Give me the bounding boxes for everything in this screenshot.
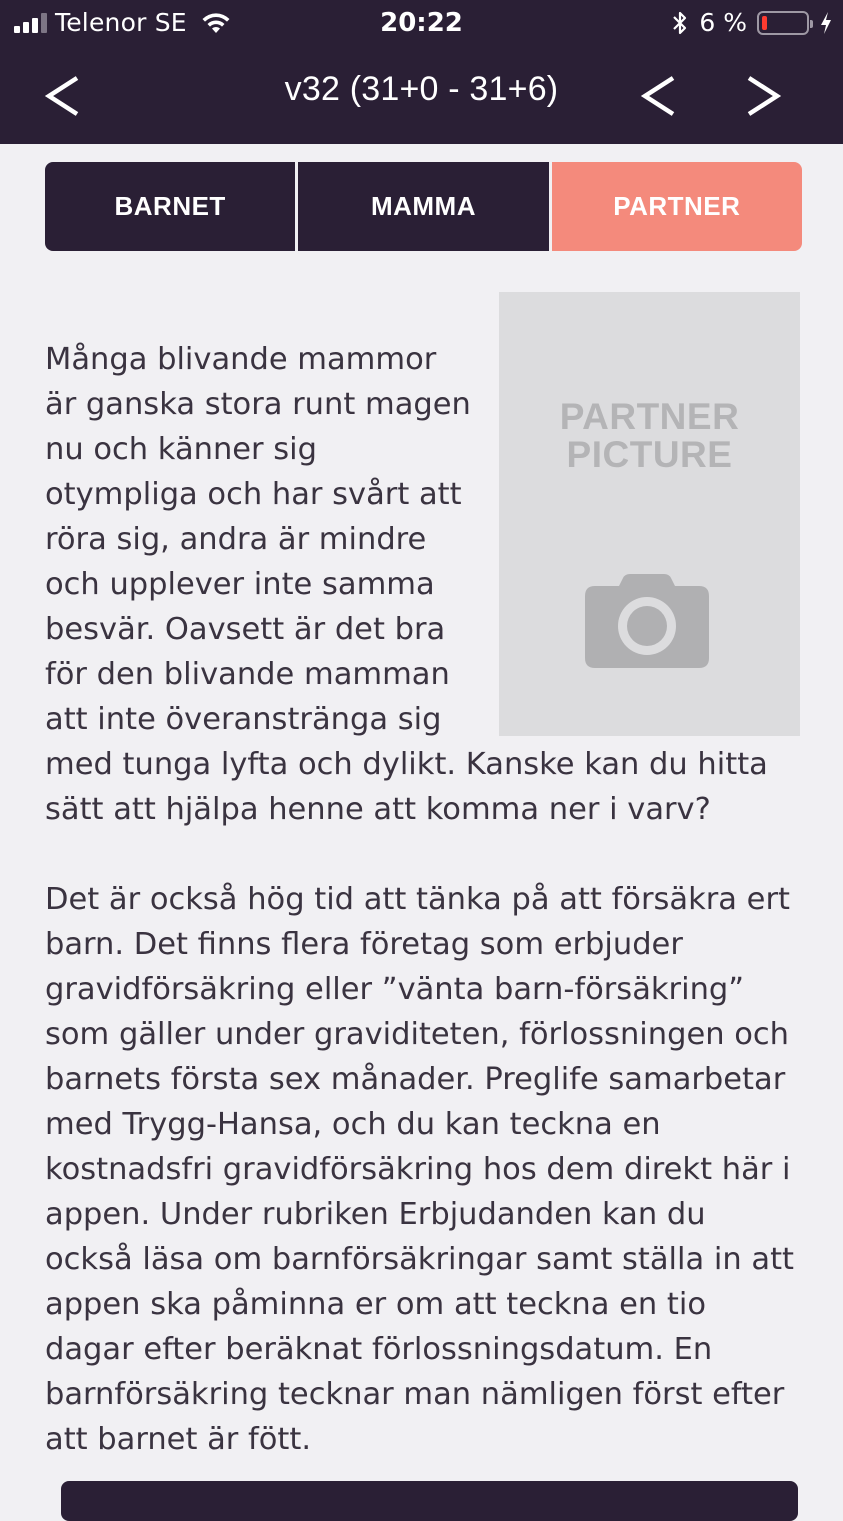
tab-partner[interactable]: PARTNER xyxy=(549,162,802,251)
perspective-tabs xyxy=(45,162,802,251)
chevron-right-icon xyxy=(743,72,783,120)
tab-barnet[interactable]: BARNET xyxy=(45,162,295,251)
week-navigation xyxy=(0,52,843,140)
week-title: v32 (31+0 - 31+6) xyxy=(284,70,559,108)
app-header xyxy=(0,0,843,144)
picture-label-line2: PICTURE xyxy=(566,434,733,475)
clock: 20:22 xyxy=(380,8,463,38)
status-bar xyxy=(0,0,843,48)
tab-mamma[interactable]: MAMMA xyxy=(295,162,548,251)
battery-fill xyxy=(762,16,767,30)
previous-week-button[interactable] xyxy=(624,52,694,140)
carrier-name: Telenor SE xyxy=(55,8,187,37)
chevron-left-icon xyxy=(639,72,679,120)
charging-bolt-icon xyxy=(819,11,833,35)
paragraph-2: Det är också hög tid att tänka på att försäkra ert barn. Det finns flera företag som erbjuder gravidförsäkring eller ”vänta barn-försäkring” som gäller under graviditeten, förlossningen och barnets första sex månader. Preglife samarbetar med Trygg-Hansa, och du kan teckna en kostnadsfri gravidförsäkring hos dem direkt här i appen. Under rubriken Erbjudanden kan du också läsa om barnförsäkringar samt ställa in att appen ska påminna er om att teckna en tio dagar efter beräknat förlossningsdatum. En barnförsäkring tecknar man nämligen först efter att barnet är fött. xyxy=(45,882,794,1457)
next-week-button[interactable] xyxy=(728,52,798,140)
battery-percent: 6 % xyxy=(699,8,747,37)
camera-icon xyxy=(585,574,709,668)
partner-picture-placeholder[interactable] xyxy=(499,292,800,736)
paragraph-1: Många blivande mammor är ganska stora runt magen nu och känner sig otympliga och har svårt att röra sig, andra är mindre och upplever inte samma besvär. Oavsett är det bra för den blivande mamman att inte överanstränga sig med tunga lyfta och dylikt. Kanske kan du hitta sätt att hjälpa henne att komma ner i varv? xyxy=(45,342,768,827)
status-right xyxy=(671,8,833,37)
picture-label xyxy=(499,398,800,474)
battery-icon xyxy=(757,11,809,35)
bottom-action-bar[interactable] xyxy=(61,1481,798,1521)
article-content xyxy=(45,292,800,1462)
picture-label-line1: PARTNER xyxy=(559,396,740,437)
bluetooth-icon xyxy=(671,9,689,37)
